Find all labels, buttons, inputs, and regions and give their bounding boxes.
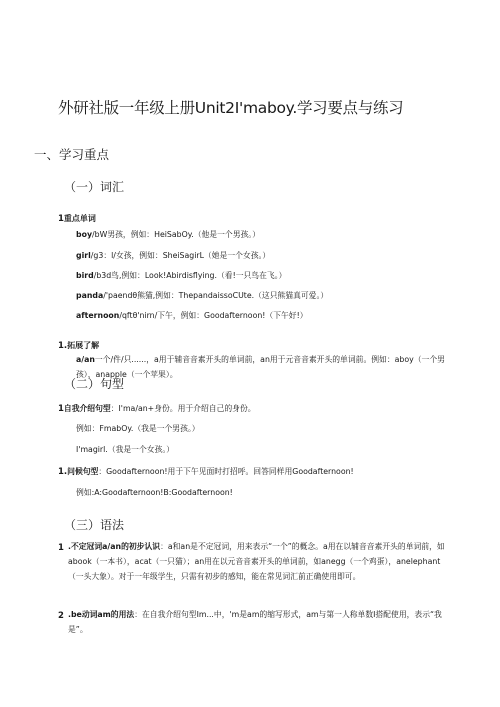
vocab-word-row [76, 250, 270, 261]
paragraph-text: ：a和an是不定冠词，用来表示“一个”的概念。a用在以辅音音素开头的单词前，如abook（一本书），acat（一只猫）；an用在以元音音素开头的单词前，如anegg（一个鸡蛋），anelephant（一头大象）。对于一年级学生，只需有初步的感知，能在常见词汇前正确使用即可。 [68, 542, 445, 581]
vocab-word-row [76, 270, 286, 281]
vocab-subheading [58, 206, 96, 225]
grammar-label: .不定冠词a/an的初步认识 [68, 542, 161, 551]
example-sentence: 例如：FmabOy.（我是一个男孩。） [76, 424, 200, 433]
vocab-word: panda [76, 291, 104, 300]
item-number: 1 [58, 543, 64, 553]
vocab-word-row [76, 290, 328, 301]
example-dialogue: 例如:A:Goodafternoon!B:Goodafternoon! [76, 488, 233, 497]
paragraph-text: ：在自我介绍句型Im...中，'m是am的缩写形式，am与第一人称单数I搭配使用，表示“我是”。 [68, 610, 442, 634]
vocab-definition: /bW男孩，例如：HeiSabOy.（他是一个男孩。） [92, 230, 260, 239]
vocab-definition: /g3：l/女孩，例如：SheiSagirL（她是一个女孩。） [90, 251, 271, 260]
vocab-word: boy [76, 230, 93, 239]
section-heading-key-points: 一、学习重点 [34, 147, 110, 162]
vocab-word-row [76, 310, 308, 321]
item-number: 1. [58, 467, 68, 477]
vocab-definition: /'paendθ熊猫,例如：ThepandaissoCUte.（这只熊猫真可爱。） [103, 291, 329, 300]
item-number: 1. [58, 341, 68, 351]
item-number: 1 [58, 404, 64, 414]
keyword: a/an [76, 355, 95, 364]
page-title: 外研社版一年级上册Unit2I'maboy.学习要点与练习 [58, 99, 404, 117]
vocab-word-row [76, 229, 260, 240]
pattern-description: ：Goodafternoon!用于下午见面时打招呼。回答同样用Goodafternoon! [98, 467, 354, 476]
item-number: 1 [58, 214, 64, 224]
grammar-label: .be动词am的用法 [68, 610, 135, 619]
grammar-heading: （三）语法 [64, 518, 125, 532]
pattern-label: 自我介绍句型 [63, 404, 111, 413]
vocab-word: bird [76, 271, 94, 280]
subheading-label: 重点单词 [63, 214, 96, 223]
vocab-heading: （一）词汇 [64, 180, 125, 194]
vocab-word: girl [76, 251, 91, 260]
subheading-label: 拓展了解 [67, 341, 100, 350]
pattern-description: ：I'ma/an+身份。用于介绍自己的身份。 [110, 404, 256, 413]
sentence-pattern-greeting [58, 466, 354, 477]
vocab-extension-paragraph [76, 352, 446, 382]
grammar-point-articles [68, 539, 452, 584]
paragraph-text: 一个/件/只......，a用于辅音音素开头的单词前，an用于元音音素开头的单词前。例如：aboy（一个男孩），anapple（一个苹果）。 [76, 355, 445, 379]
item-number: 2 [58, 611, 64, 621]
vocab-definition: /qftθ'nirn/下午，例如：Goodafternoon!（下午好!） [119, 311, 308, 320]
pattern-label: 问候句型 [67, 467, 99, 476]
example-sentence: I'magirl.（我是一个女孩。） [76, 445, 175, 454]
sentence-pattern-intro [58, 403, 256, 414]
vocab-definition: /b3d鸟,例如：Look!Abirdisflying.（看!一只鸟在飞。） [93, 271, 287, 280]
sentence-heading: （二）句型 [64, 377, 125, 391]
vocab-word: afternoon [76, 311, 120, 320]
vocab-extension-subheading [58, 333, 99, 352]
grammar-point-be-verb [68, 607, 452, 637]
